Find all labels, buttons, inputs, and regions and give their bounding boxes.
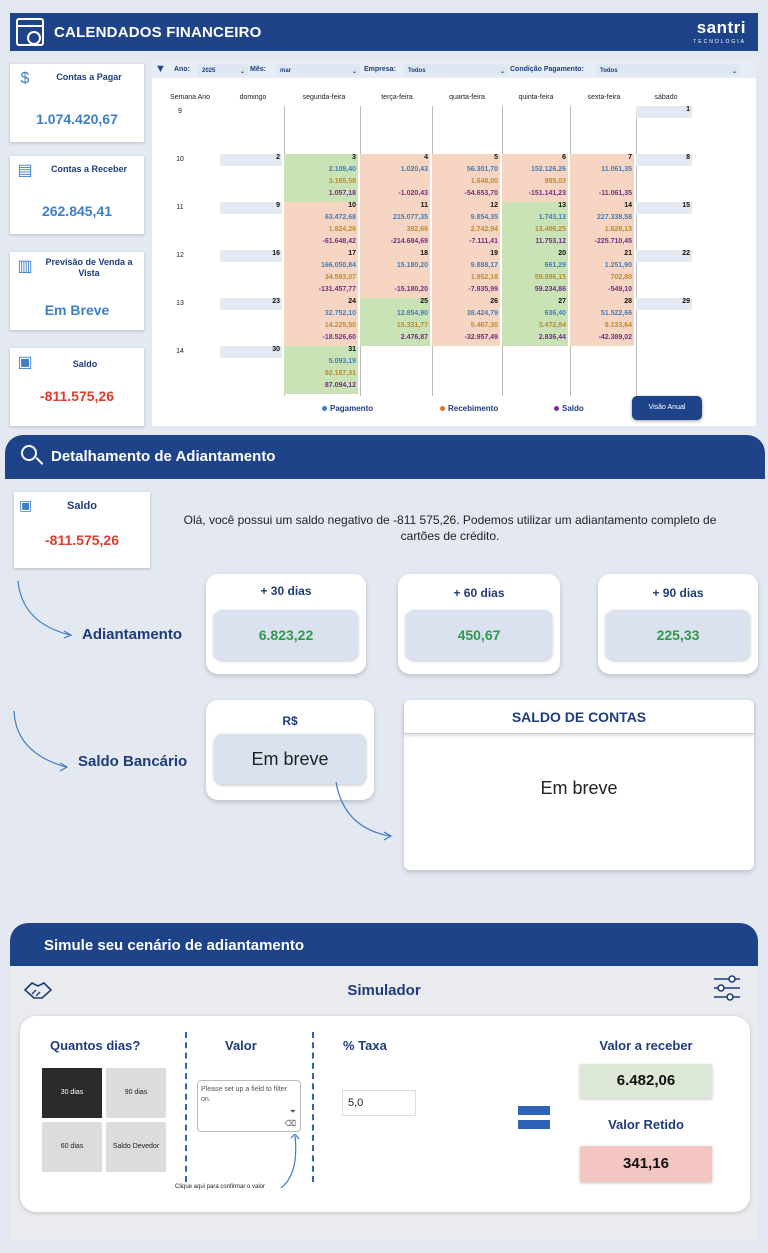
- calendar-day[interactable]: [502, 202, 568, 250]
- card-label: + 60 dias: [453, 586, 505, 600]
- chevron-down-icon: ⌄: [239, 69, 245, 75]
- saldo-value: -15.180,20: [394, 286, 428, 293]
- day-number: 11: [420, 202, 428, 209]
- simulador-panel: [10, 966, 758, 1240]
- pagamento-value: 636,40: [544, 310, 566, 317]
- filter-empresa-label: Empresa:: [364, 66, 396, 73]
- taxa-label: % Taxa: [343, 1038, 387, 1053]
- day-number: 16: [272, 250, 280, 257]
- day-number: 10: [348, 202, 356, 209]
- option-90-dias[interactable]: 90 dias: [106, 1068, 166, 1118]
- kpi-label: Contas a Pagar: [56, 72, 122, 82]
- saldo-contas-value: Em breve: [540, 778, 618, 798]
- card-value: 6.823,22: [214, 610, 358, 660]
- rs-label: R$: [282, 714, 298, 728]
- filter-condicao-label: Condição Pagamento:: [510, 66, 584, 73]
- day-number: 19: [490, 250, 498, 257]
- saldo-value: -54.653,70: [464, 190, 498, 197]
- section-title: Simule seu cenário de adiantamento: [44, 937, 305, 954]
- saldo-value: -214.684,69: [390, 238, 428, 245]
- pagamento-value: 38.424,79: [466, 310, 498, 317]
- dollar-hand-icon: $: [20, 70, 30, 87]
- day-number: 26: [490, 298, 498, 305]
- day-number: 8: [686, 154, 690, 161]
- kpi-label: Contas a Receber: [50, 164, 128, 174]
- day-number: 7: [628, 154, 632, 161]
- visao-anual-button[interactable]: Visão Anual: [632, 396, 702, 420]
- calendar-day[interactable]: [360, 202, 430, 250]
- saldo-value: -151.141,23: [528, 190, 566, 197]
- filter-bar: [152, 62, 756, 78]
- recebimento-value: 92.187,31: [324, 370, 356, 377]
- pagamento-value: 1.020,43: [400, 166, 428, 173]
- calendar-day[interactable]: [432, 250, 500, 298]
- valor-placeholder: Please set up a field to filter on.: [201, 1086, 287, 1103]
- kpi-contas-receber: [10, 156, 144, 234]
- kpi-value: 1.074.420,67: [36, 111, 118, 127]
- filter-mes-select[interactable]: mar ⌄: [276, 64, 360, 76]
- calendar-panel: [152, 62, 756, 426]
- calendar-day[interactable]: [220, 250, 282, 262]
- filter-mes-label: Mês:: [250, 66, 266, 73]
- calendar-header-7: sábado: [654, 94, 678, 101]
- calendar-day[interactable]: [432, 202, 500, 250]
- adiantamento-header: [5, 435, 765, 479]
- app-title: CALENDADOS FINANCEIRO: [54, 23, 262, 41]
- pagamento-value: 1.743,13: [538, 214, 566, 221]
- eraser-filter-icon[interactable]: ⌫: [284, 1119, 296, 1128]
- arrow-icon: [275, 1134, 301, 1192]
- calendar-day[interactable]: [220, 202, 282, 214]
- day-number: 27: [558, 298, 566, 305]
- saldo-value: 59.234,86: [534, 286, 566, 293]
- calendar-header-0: Semana Ano: [169, 94, 211, 101]
- day-number: 29: [682, 298, 690, 305]
- calendar-day[interactable]: [570, 250, 634, 298]
- calendar-day[interactable]: [284, 346, 358, 394]
- day-number: 4: [424, 154, 428, 161]
- saldo-value: -42.389,02: [598, 334, 632, 341]
- saldo-value: -11.061,35: [598, 190, 632, 197]
- day-number: 6: [562, 154, 566, 161]
- taxa-input[interactable]: 5,0: [342, 1090, 416, 1116]
- saldo-value: -549,10: [608, 286, 632, 293]
- valor-input[interactable]: [197, 1080, 301, 1132]
- calendar-day[interactable]: [636, 202, 692, 214]
- card-30-dias: [206, 574, 366, 674]
- recebimento-value: 1.952,18: [470, 274, 498, 281]
- option-saldo-devedor[interactable]: Saldo Devedor: [106, 1122, 166, 1172]
- pagamento-value: 2.108,40: [328, 166, 356, 173]
- valor-receber-label: Valor a receber: [599, 1038, 693, 1053]
- chevron-down-icon: ⌄: [351, 69, 357, 75]
- calendar-day[interactable]: [502, 298, 568, 346]
- legend-recebimento: Recebimento: [440, 404, 498, 413]
- invoice-icon: ▤: [17, 162, 33, 179]
- saldo-value: -131.457,77: [318, 286, 356, 293]
- calendar-day[interactable]: [360, 298, 430, 346]
- valor-retido-label: Valor Retido: [608, 1117, 684, 1132]
- week-number: 9: [178, 108, 182, 115]
- pagamento-value: 661,29: [544, 262, 566, 269]
- pagamento-value: 11.061,35: [601, 166, 632, 173]
- valor-receber-value: 6.482,06: [580, 1064, 712, 1098]
- calendar-day[interactable]: [636, 298, 692, 310]
- pagamento-value: 166.050,84: [320, 262, 356, 269]
- confirm-hint: Clique aqui para confirmar o valor: [175, 1184, 266, 1190]
- card-label: + 90 dias: [652, 586, 704, 600]
- day-number: 5: [494, 154, 498, 161]
- card-60-dias: [398, 574, 560, 674]
- day-number: 1: [686, 106, 690, 113]
- valor-retido-value: 341,16: [580, 1146, 712, 1182]
- card-90-dias: [598, 574, 758, 674]
- kpi-contas-pagar: [10, 64, 144, 142]
- kpi-label: Previsão de Venda a Vista: [45, 257, 133, 278]
- filter-condicao-select[interactable]: Todos ⌄: [596, 64, 740, 76]
- option-60-dias[interactable]: 60 dias: [42, 1122, 102, 1172]
- saldo-value: -811.575,26: [45, 532, 119, 548]
- adiantamento-message: Olá, você possui um saldo negativo de -811 575,26. Podemos utilizar um adiantamento completo de cartões de crédito.: [183, 513, 717, 543]
- day-number: 13: [558, 202, 566, 209]
- day-number: 25: [420, 298, 428, 305]
- calendar-day[interactable]: [636, 250, 692, 262]
- santri-logo: santri TECNOLOGIA: [693, 18, 746, 45]
- day-number: 22: [682, 250, 690, 257]
- day-number: 9: [276, 202, 280, 209]
- saldo-value: -7.111,41: [469, 238, 498, 245]
- saldo-value: -32.957,49: [464, 334, 498, 341]
- saldo-bancario-label: Saldo Bancário: [78, 753, 188, 770]
- day-number: 23: [272, 298, 280, 305]
- calendar-day[interactable]: [502, 250, 568, 298]
- pagamento-value: 32.752,10: [324, 310, 356, 317]
- simulador-header: [10, 923, 758, 967]
- cash-icon: ▣: [17, 354, 33, 371]
- calendar-day[interactable]: [636, 154, 692, 166]
- pagamento-value: 227.338,58: [596, 214, 632, 221]
- valor-label: Valor: [225, 1038, 257, 1053]
- pagamento-value: 51.522,66: [600, 310, 632, 317]
- day-number: 12: [490, 202, 498, 209]
- calendar-header-1: domingo: [239, 94, 267, 101]
- chevron-down-icon: ⌄: [731, 69, 737, 75]
- kpi-saldo: [10, 348, 144, 426]
- recebimento-value: 2.742,94: [470, 226, 498, 233]
- equals-icon: [518, 1106, 550, 1115]
- adiantamento-label: Adiantamento: [82, 626, 183, 643]
- recebimento-value: 14.225,50: [324, 322, 356, 329]
- settings-sliders-icon[interactable]: [712, 974, 742, 1002]
- card-label: + 30 dias: [260, 584, 312, 598]
- recebimento-value: 5.467,30: [470, 322, 498, 329]
- search-icon: [21, 445, 37, 461]
- recebimento-value: 1.648,00: [470, 178, 498, 185]
- calendar-header-2: segunda-feira: [302, 94, 346, 101]
- calendar-header-4: quarta-feira: [449, 94, 485, 101]
- saldo-card: [14, 492, 150, 568]
- simulador-card: [20, 1016, 750, 1212]
- day-number: 3: [352, 154, 356, 161]
- recebimento-value: 3.472,84: [538, 322, 566, 329]
- pagamento-value: 9.888,17: [470, 262, 498, 269]
- day-number: 14: [624, 202, 632, 209]
- day-number: 18: [420, 250, 428, 257]
- saldo-contas-title: SALDO DE CONTAS: [404, 700, 754, 734]
- arrow-icon: [330, 780, 400, 844]
- section-title: Detalhamento de Adiantamento: [51, 448, 276, 465]
- pagamento-value: 15.180,20: [396, 262, 428, 269]
- saldo-label: Saldo: [67, 500, 97, 512]
- filter-ano-select[interactable]: 2025 ⌄: [198, 64, 248, 76]
- day-number: 28: [624, 298, 632, 305]
- pagamento-value: 9.854,35: [470, 214, 498, 221]
- filter-icon[interactable]: ⏷: [289, 1107, 296, 1116]
- calendar-icon: [16, 18, 44, 46]
- divider: [312, 1032, 314, 1182]
- calendar-header-3: terça-feira: [381, 94, 413, 101]
- filter-ano-label: Ano:: [174, 66, 190, 73]
- recebimento-value: 15.331,77: [396, 322, 428, 329]
- week-number: 11: [176, 204, 184, 211]
- recebimento-value: 392,66: [406, 226, 428, 233]
- calendar-day[interactable]: [570, 202, 634, 250]
- calendar-day[interactable]: [636, 106, 692, 118]
- kpi-previsao-venda: [10, 252, 144, 330]
- kpi-label: Saldo: [72, 359, 98, 369]
- pagamento-value: 56.301,70: [466, 166, 498, 173]
- recebimento-value: 13.496,25: [534, 226, 566, 233]
- cash-icon: ▣: [19, 497, 33, 513]
- day-number: 15: [682, 202, 690, 209]
- kpi-value: 262.845,41: [41, 203, 113, 219]
- week-number: 14: [176, 348, 184, 355]
- calendar-day[interactable]: [220, 154, 282, 166]
- calendar-day[interactable]: [220, 298, 282, 310]
- day-number: 17: [348, 250, 356, 257]
- pagamento-value: 63.472,68: [324, 214, 356, 221]
- saldo-value: 1.057,18: [328, 190, 356, 197]
- calendar-day[interactable]: [284, 250, 358, 298]
- day-number: 31: [348, 346, 356, 353]
- equals-icon: [518, 1120, 550, 1129]
- recebimento-value: 702,80: [610, 274, 632, 281]
- calendar-day[interactable]: [284, 154, 358, 202]
- saldo-value: 87.094,12: [324, 382, 356, 389]
- calendar-day[interactable]: [360, 154, 430, 202]
- calendar-day[interactable]: [432, 298, 500, 346]
- app-header: [10, 13, 758, 51]
- calendar-day[interactable]: [360, 250, 430, 298]
- chart-money-icon: ▥: [17, 258, 33, 275]
- day-number: 21: [624, 250, 632, 257]
- rs-value: Em breve: [214, 734, 366, 784]
- recebimento-value: 1.628,13: [604, 226, 632, 233]
- saldo-value: -225.710,45: [594, 238, 632, 245]
- recebimento-value: 9.133,64: [604, 322, 632, 329]
- day-number: 30: [272, 346, 280, 353]
- saldo-value: 2.836,44: [538, 334, 566, 341]
- recebimento-value: 34.593,07: [324, 274, 356, 281]
- arrow-icon: [8, 705, 78, 775]
- calendar-day[interactable]: [220, 346, 282, 358]
- card-value: 450,67: [406, 610, 552, 660]
- saldo-value: 11.753,12: [535, 238, 566, 245]
- day-number: 24: [348, 298, 356, 305]
- arrow-icon: [10, 575, 80, 645]
- option-30-dias[interactable]: 30 dias: [42, 1068, 102, 1118]
- saldo-value: -7.935,99: [468, 286, 498, 293]
- saldo-value: -18.526,60: [322, 334, 356, 341]
- calendar-day[interactable]: [570, 154, 634, 202]
- card-value: 225,33: [606, 610, 750, 660]
- day-number: 2: [276, 154, 280, 161]
- pagamento-value: 12.854,90: [396, 310, 428, 317]
- calendar-header-5: quinta-feira: [518, 94, 554, 101]
- pagamento-value: 215.077,35: [392, 214, 428, 221]
- pagamento-value: 152.126,26: [530, 166, 566, 173]
- week-number: 13: [176, 300, 184, 307]
- saldo-value: -61.648,42: [322, 238, 356, 245]
- recebimento-value: 3.165,58: [328, 178, 356, 185]
- saldo-value: -1.020,43: [398, 190, 428, 197]
- calendar-day[interactable]: [570, 298, 634, 346]
- quantos-dias-label: Quantos dias?: [50, 1038, 141, 1053]
- calendar-day[interactable]: [502, 154, 568, 202]
- calendar-day[interactable]: [432, 154, 500, 202]
- pagamento-value: 5.093,19: [328, 358, 356, 365]
- divider: [185, 1032, 187, 1182]
- recebimento-value: 985,03: [544, 178, 566, 185]
- legend-saldo: Saldo: [554, 404, 584, 413]
- saldo-value: 2.476,87: [400, 334, 428, 341]
- legend-pagamento: Pagamento: [322, 404, 373, 413]
- pagamento-value: 1.251,90: [604, 262, 632, 269]
- recebimento-value: 1.824,26: [328, 226, 356, 233]
- calendar-day[interactable]: [284, 202, 358, 250]
- kpi-value: -811.575,26: [40, 388, 114, 404]
- kpi-value: Em Breve: [44, 302, 110, 318]
- saldo-contas-card: [404, 700, 754, 870]
- filter-empresa-select[interactable]: Todos ⌄: [404, 64, 508, 76]
- filter-icon: ▼: [155, 63, 166, 75]
- recebimento-value: 59.896,15: [534, 274, 566, 281]
- simulador-title: Simulador: [347, 982, 421, 999]
- calendar-day[interactable]: [284, 298, 358, 346]
- day-number: 20: [558, 250, 566, 257]
- week-number: 12: [176, 252, 184, 259]
- chevron-down-icon: ⌄: [499, 69, 505, 75]
- calendar-header-6: sexta-feira: [587, 94, 621, 101]
- week-number: 10: [176, 156, 184, 163]
